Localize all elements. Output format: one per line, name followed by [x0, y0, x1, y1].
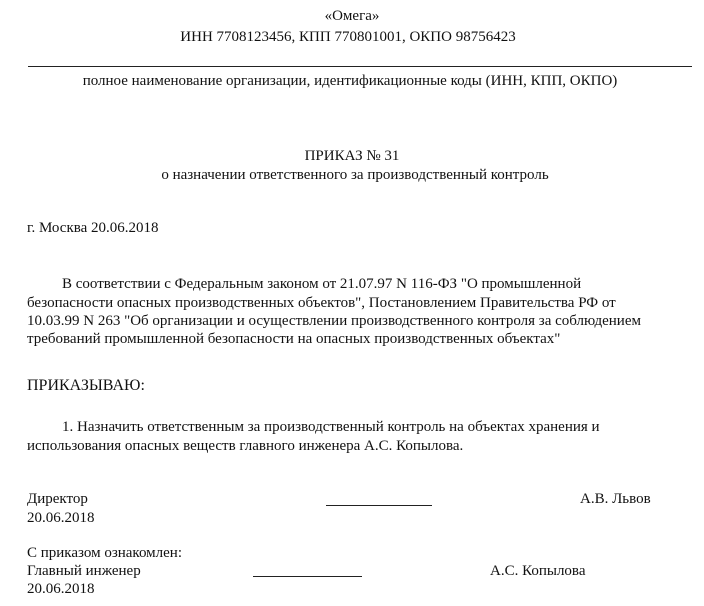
director-date: 20.06.2018	[27, 510, 95, 526]
engineer-signature-line	[253, 576, 362, 577]
preamble-line: В соответствии с Федеральным законом от 21.07.97 N 116-ФЗ "О промышленной	[62, 276, 582, 292]
preamble-line: безопасности опасных производственных объектов", Постановлением Правительства РФ от	[27, 295, 616, 311]
decree-item-line: 1. Назначить ответственным за производственный контроль на объектах хранения и	[62, 419, 600, 435]
decree-heading: ПРИКАЗЫВАЮ:	[27, 377, 145, 394]
org-caption: полное наименование организации, идентификационные коды (ИНН, КПП, ОКПО)	[82, 73, 618, 89]
org-codes: ИНН 7708123456, КПП 770801001, ОКПО 98756423	[180, 29, 516, 45]
engineer-date: 20.06.2018	[27, 581, 95, 597]
order-subtitle: о назначении ответственного за производственный контроль	[161, 167, 549, 183]
director-signature-line	[326, 505, 432, 506]
preamble-line: требований промышленной безопасности на опасных производственных объектах"	[27, 331, 561, 347]
header-divider	[28, 66, 692, 67]
director-name: А.В. Львов	[580, 491, 651, 507]
place-date: г. Москва 20.06.2018	[27, 220, 159, 236]
acquainted-label: С приказом ознакомлен:	[27, 545, 183, 561]
director-title: Директор	[27, 491, 88, 507]
preamble-line: 10.03.99 N 263 "Об организации и осуществлении производственного контроля за соблюдением	[27, 313, 641, 329]
org-name: «Омега»	[324, 8, 380, 24]
decree-item-line: использования опасных веществ главного инженера А.С. Копылова.	[27, 438, 464, 454]
engineer-name: А.С. Копылова	[490, 563, 586, 579]
order-title: ПРИКАЗ № 31	[304, 148, 400, 164]
engineer-title: Главный инженер	[27, 563, 141, 579]
